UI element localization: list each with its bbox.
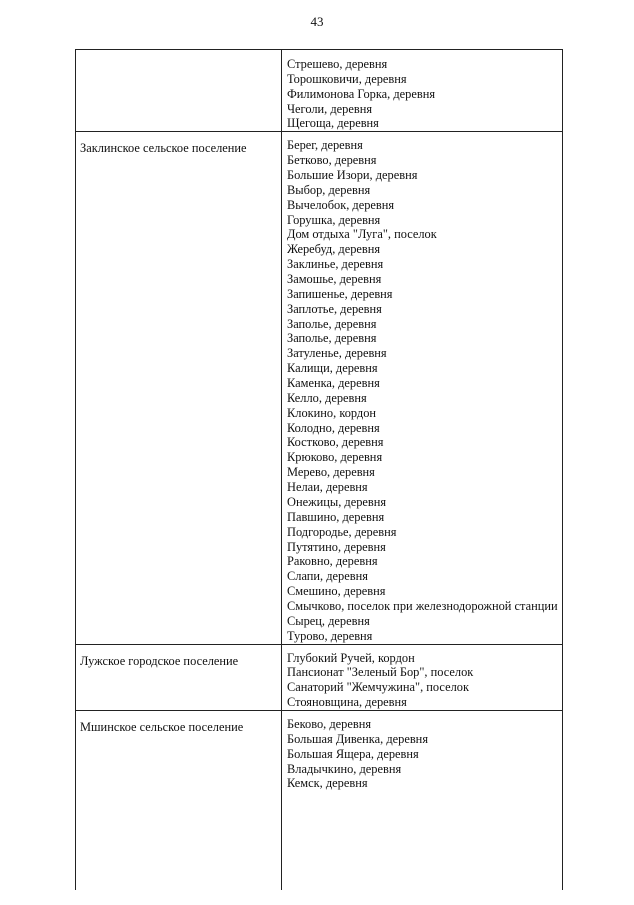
- settlement-item: Путятино, деревня: [287, 539, 386, 554]
- settlement-item: Слапи, деревня: [287, 569, 368, 584]
- settlement-item: Турово, деревня: [287, 628, 373, 643]
- settlement-item: Горушка, деревня: [287, 212, 381, 227]
- settlements-cell: [282, 132, 563, 644]
- settlement-item: Смешино, деревня: [287, 584, 386, 599]
- settlement-item: Стояновщина, деревня: [287, 695, 407, 710]
- settlement-item: Затуленье, деревня: [287, 346, 387, 361]
- municipality-cell: [76, 50, 282, 132]
- table-row: [76, 132, 563, 644]
- settlement-item: Смычково, поселок при железнодорожной станции: [287, 598, 558, 613]
- settlement-item: Калищи, деревня: [287, 361, 378, 376]
- settlement-item: Крюково, деревня: [287, 450, 383, 465]
- settlement-item: Заполье, деревня: [287, 331, 377, 346]
- settlement-item: Выбор, деревня: [287, 182, 371, 197]
- settlement-item: Колодно, деревня: [287, 420, 380, 435]
- settlement-item: Нелаи, деревня: [287, 480, 368, 495]
- settlement-item: Филимонова Горка, деревня: [287, 86, 436, 101]
- settlement-item: Большие Изори, деревня: [287, 168, 418, 183]
- settlement-item: Беково, деревня: [287, 716, 372, 731]
- settlement-item: Заполье, деревня: [287, 316, 377, 331]
- settlement-item: Щегоща, деревня: [287, 116, 379, 131]
- settlement-item: Большая Дивенка, деревня: [287, 731, 429, 746]
- settlement-item: Каменка, деревня: [287, 376, 380, 391]
- municipality-cell: Лужское городское поселение: [76, 644, 282, 710]
- settlement-item: Вычелобок, деревня: [287, 197, 395, 212]
- settlement-item: Запишенье, деревня: [287, 286, 393, 301]
- settlement-item: Жеребуд, деревня: [287, 242, 381, 257]
- settlement-item: Владычкино, деревня: [287, 761, 402, 776]
- settlement-item: Онежицы, деревня: [287, 494, 387, 509]
- settlement-item: Бетково, деревня: [287, 153, 377, 168]
- table-row: [76, 644, 563, 710]
- settlement-item: Подгородье, деревня: [287, 524, 397, 539]
- settlement-item: Стрешево, деревня: [287, 57, 388, 71]
- settlement-item: Сырец, деревня: [287, 613, 370, 628]
- settlement-item: Торошковичи, деревня: [287, 71, 407, 86]
- settlement-item: Келло, деревня: [287, 390, 367, 405]
- settlement-item: Санаторий "Жемчужина", поселок: [287, 680, 469, 695]
- settlement-item: Глубокий Ручей, кордон: [287, 650, 415, 665]
- settlement-item: Заплотье, деревня: [287, 301, 382, 316]
- settlement-item: Раковно, деревня: [287, 554, 378, 569]
- settlements-cell: [282, 50, 563, 132]
- settlement-item: Чеголи, деревня: [287, 101, 373, 116]
- table-row: [76, 710, 563, 890]
- settlement-item: Клокино, кордон: [287, 405, 377, 420]
- page-number: 43: [310, 14, 324, 29]
- table-row: [76, 50, 563, 132]
- settlement-item: Костково, деревня: [287, 435, 384, 450]
- municipality-cell: Мшинское сельское поселение: [76, 710, 282, 890]
- settlement-item: Дом отдыха "Луга", поселок: [287, 227, 437, 242]
- settlements-cell: [282, 710, 563, 890]
- settlement-item: Замошье, деревня: [287, 272, 382, 287]
- settlement-item: Кемск, деревня: [287, 776, 368, 791]
- settlement-item: Берег, деревня: [287, 138, 363, 153]
- settlement-item: Павшино, деревня: [287, 509, 385, 524]
- settlement-item: Большая Ящера, деревня: [287, 746, 419, 761]
- settlement-item: Пансионат "Зеленый Бор", поселок: [287, 665, 474, 680]
- settlement-item: Мерево, деревня: [287, 465, 375, 480]
- settlement-item: Заклинье, деревня: [287, 257, 384, 272]
- municipality-cell: Заклинское сельское поселение: [76, 132, 282, 644]
- settlements-table: [75, 49, 563, 890]
- settlements-cell: [282, 644, 563, 710]
